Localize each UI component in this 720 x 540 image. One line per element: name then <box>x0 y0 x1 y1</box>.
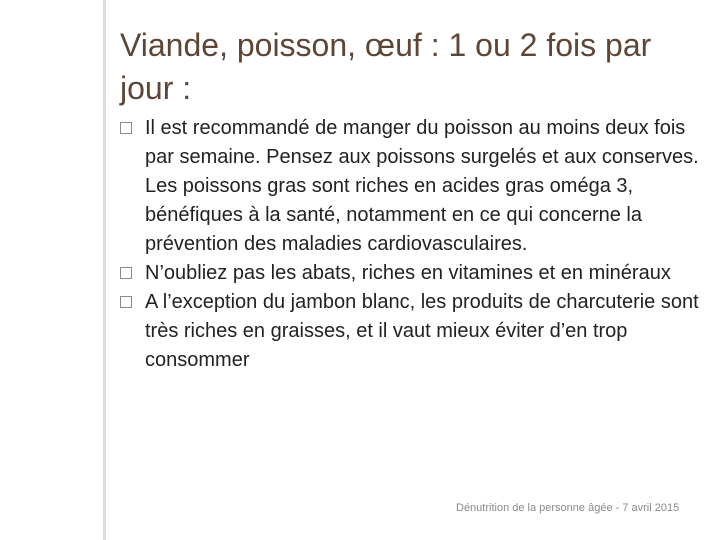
slide-title: Viande, poisson, œuf : 1 ou 2 fois par jour : <box>120 27 652 106</box>
square-bullet-icon <box>120 267 132 279</box>
square-bullet-icon <box>120 122 132 134</box>
bullet-list <box>118 114 704 375</box>
bullet-item-fish <box>118 114 704 259</box>
bullet-item-offal <box>118 259 704 288</box>
left-decorative-rule <box>103 0 106 540</box>
bullet-text: A l’exception du jambon blanc, les produits de charcuterie sont très riches en graisses, et il vaut mieux éviter d’en trop consommer <box>145 291 699 371</box>
square-bullet-icon <box>120 296 132 308</box>
bullet-text: Il est recommandé de manger du poisson au moins deux fois par semaine. Pensez aux poissons surgelés et aux conserves. Les poissons gras sont riches en acides gras oméga 3, bénéfiques à la santé, notamment en ce qui concerne la prévention des maladies cardiovasculaires. <box>145 117 699 255</box>
bullet-item-charcuterie <box>118 288 704 375</box>
slide-footer: Dénutrition de la personne âgée - 7 avril 2015 <box>456 502 680 514</box>
bullet-text: N’oubliez pas les abats, riches en vitamines et en minéraux <box>145 262 671 284</box>
